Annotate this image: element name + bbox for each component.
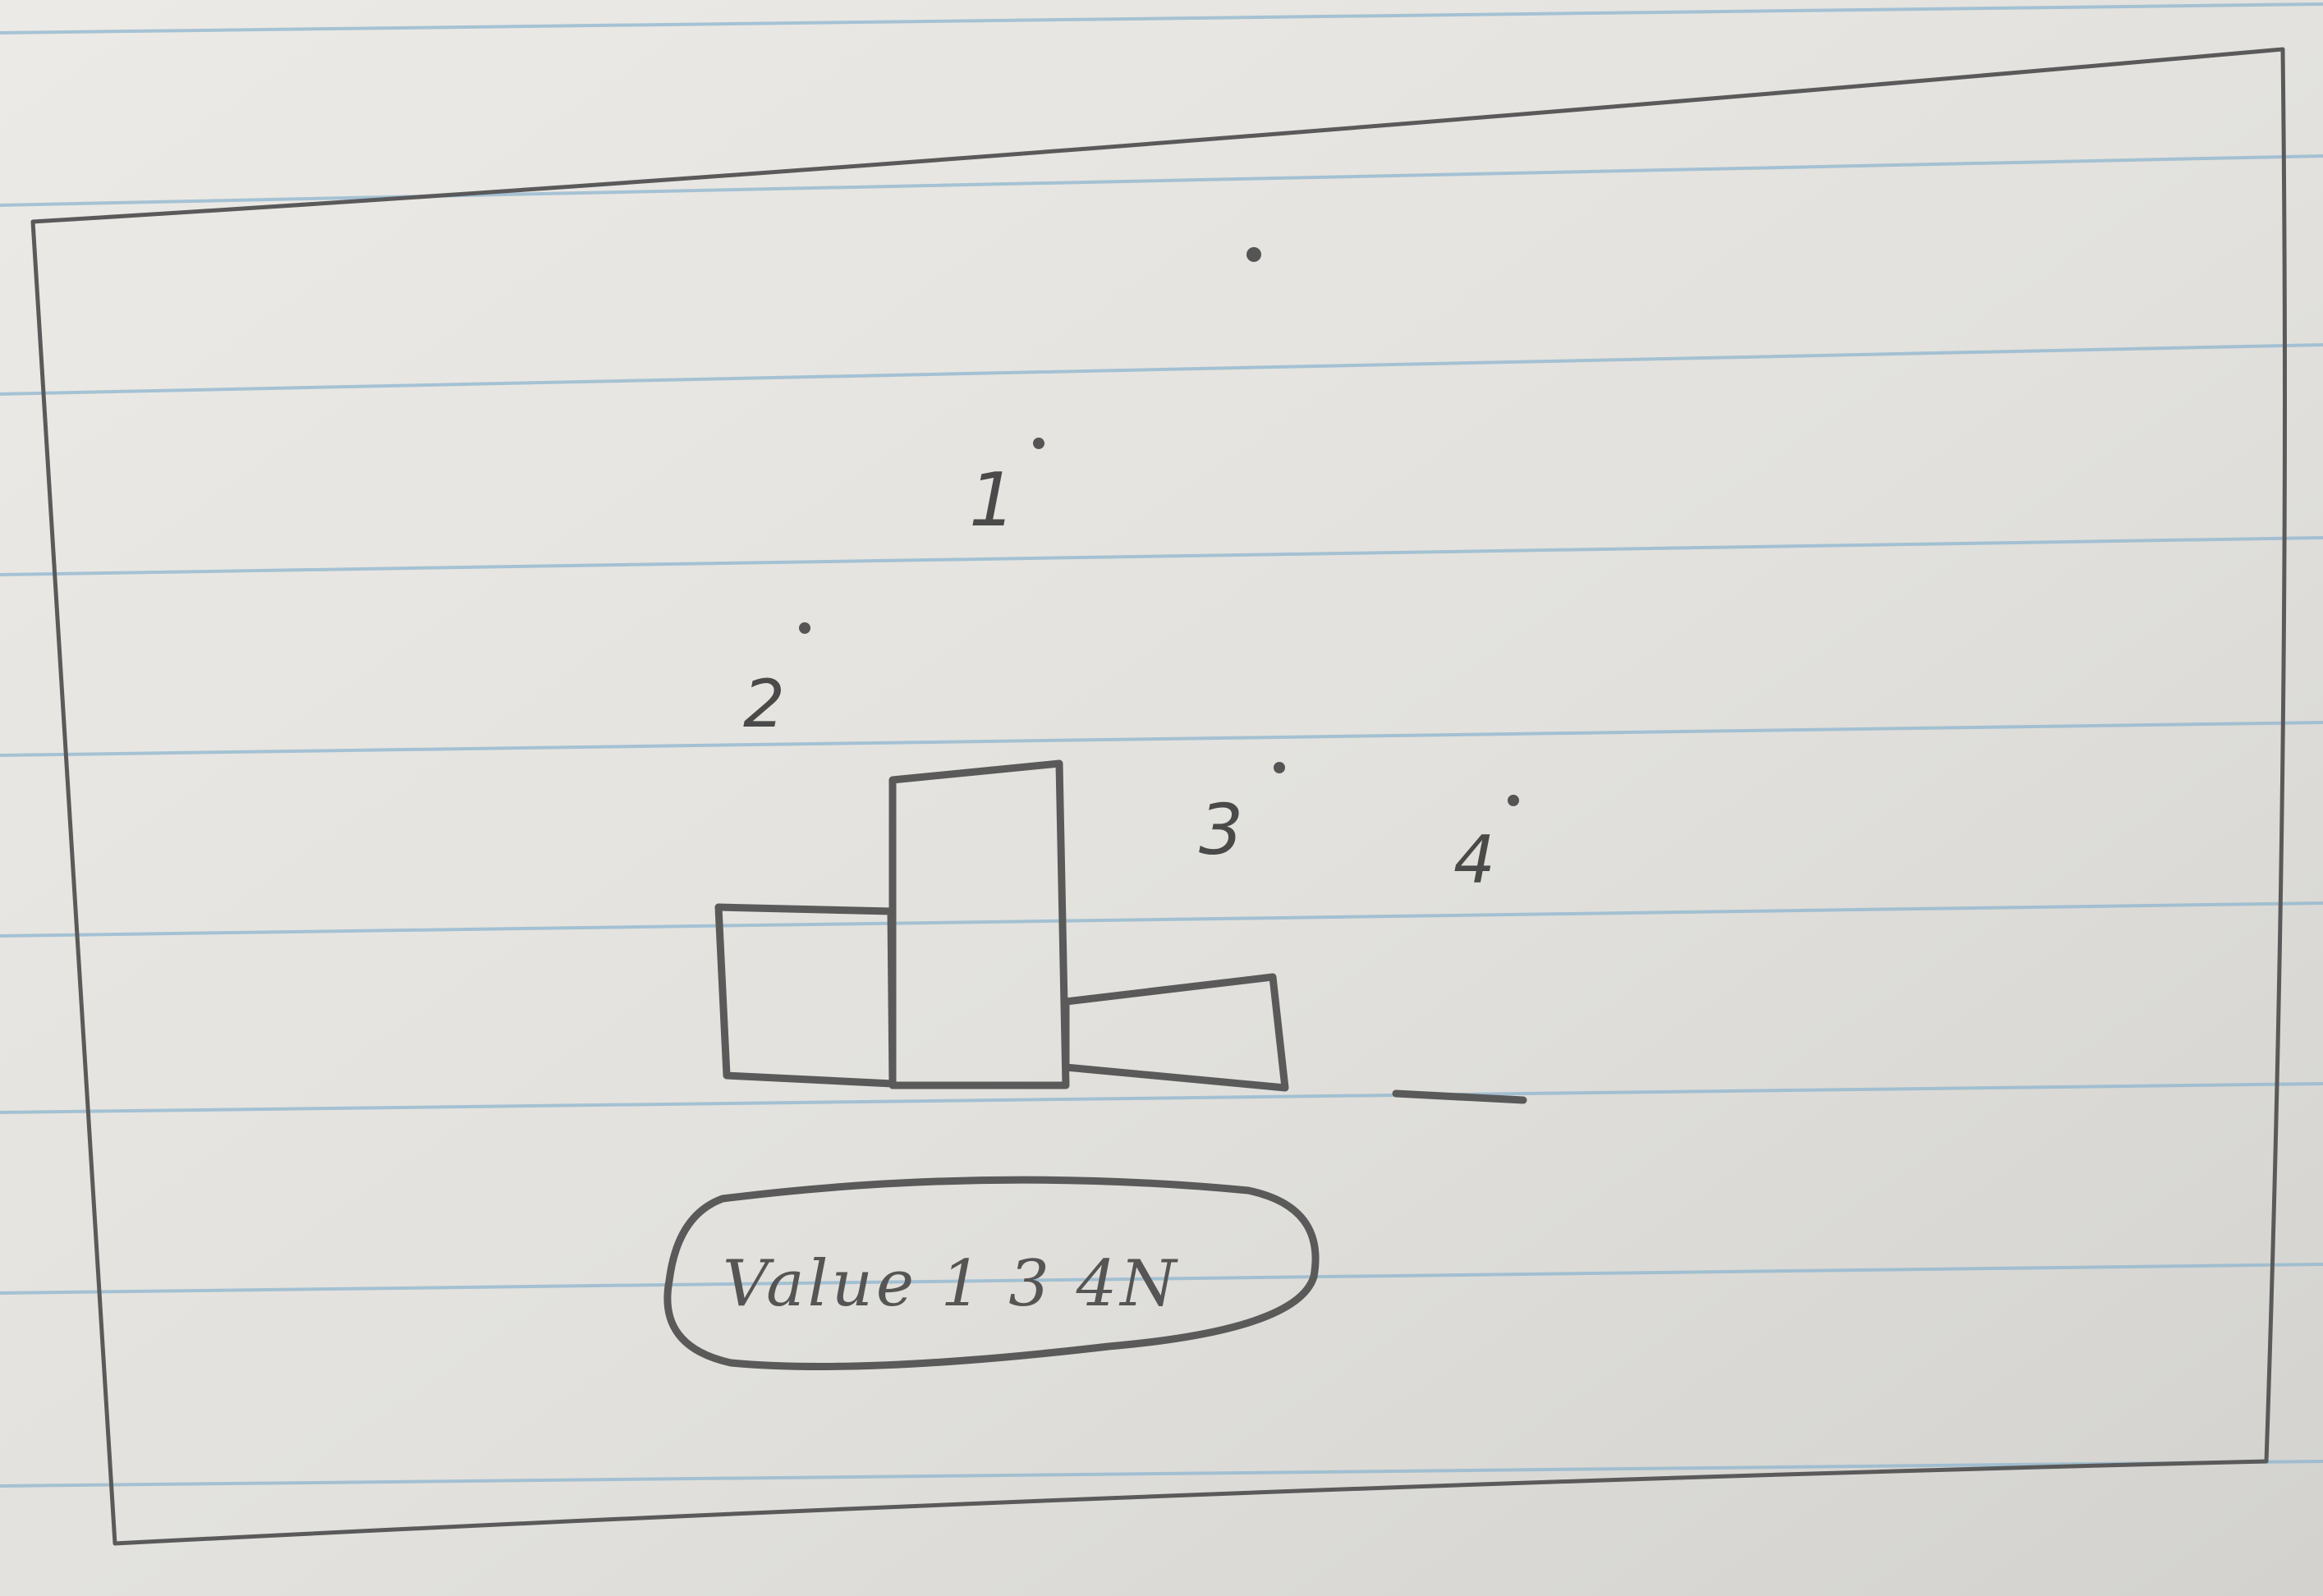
pencil-dot [1246,247,1261,262]
label-2: 2 [743,666,785,742]
label-1: 1 [969,457,1017,543]
pill-button-label: Value 1 3 4N [723,1247,1180,1321]
label-4: 4 [1453,822,1495,898]
label-3: 3 [1199,790,1244,871]
